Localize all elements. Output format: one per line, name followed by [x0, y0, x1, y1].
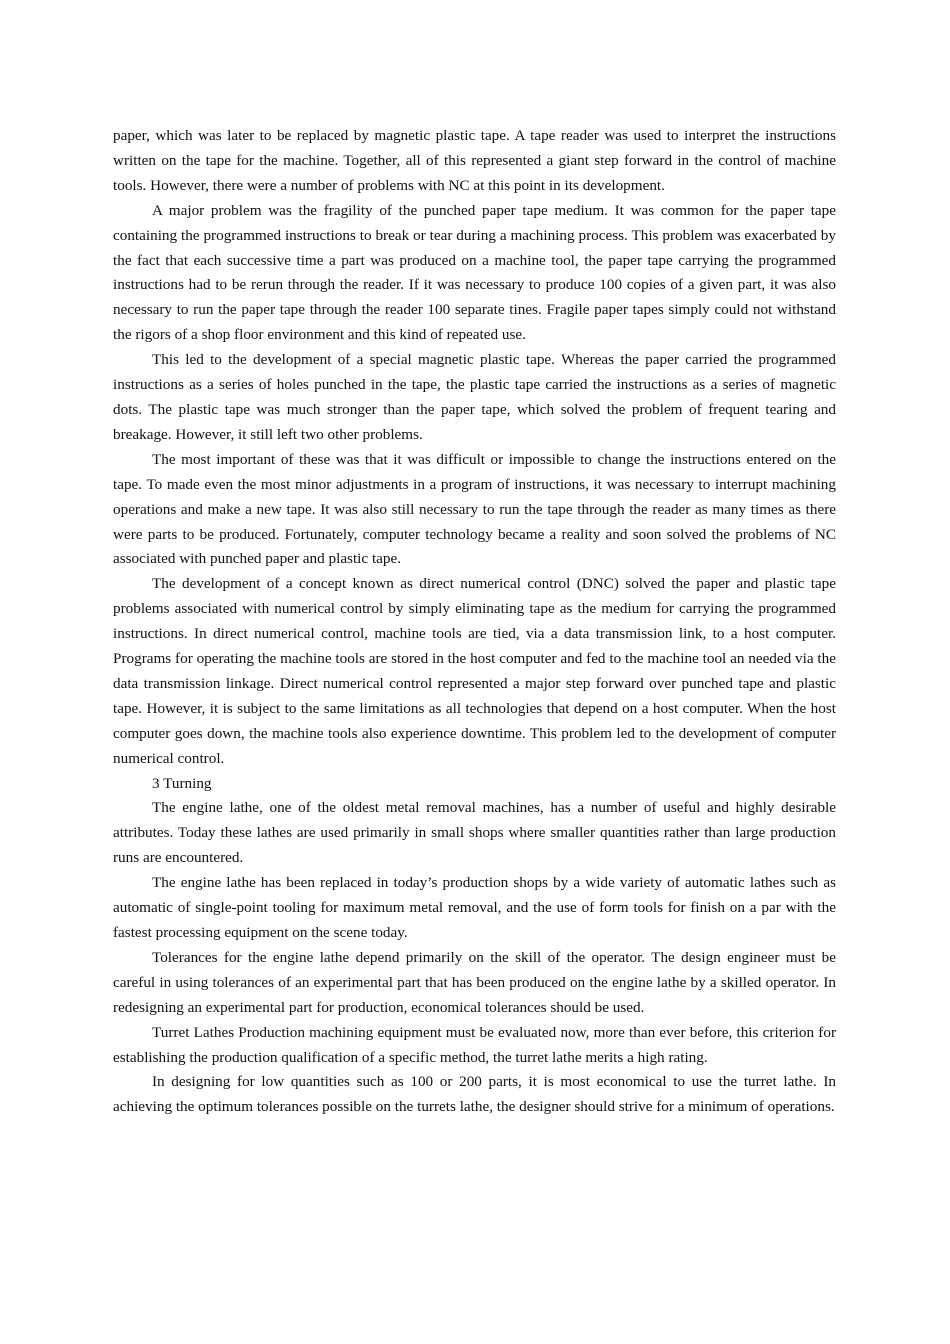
paragraph-magnetic-tape: This led to the development of a special magnetic plastic tape. Whereas the paper carried the programmed instructions as a series of holes punched in the tape, the plastic tape carried the instructions as a series of magnetic dots. The plastic tape was much stronger than the paper tape, which solved the problem of frequent tearing and breakage. However, it still left two other problems. [113, 351, 836, 443]
paragraph-automatic-lathes: The engine lathe has been replaced in today’s production shops by a wide variety of automatic lathes such as automatic of single-point tooling for maximum metal removal, and the use of form tools for finish on a par with the fastest processing equipment on the scene today. [113, 874, 836, 941]
paragraph-continuation: paper, which was later to be replaced by magnetic plastic tape. A tape reader was used to interpret the instructions written on the tape for the machine. Together, all of this represented a giant step forward in the control of machine tools. However, there were a number of problems with NC at this point in its development. [113, 127, 836, 194]
paragraph-tolerances: Tolerances for the engine lathe depend primarily on the skill of the operator. The design engineer must be careful in using tolerances of an experimental part that has been produced on the engine lathe by a skilled operator. In redesigning an experimental part for production, economical tolerances should be used. [113, 948, 836, 1016]
paragraph-engine-lathe: The engine lathe, one of the oldest metal removal machines, has a number of useful and highly desirable attributes. Today these lathes are used primarily in small shops where smaller quantities rather than large production runs are encountered. [113, 799, 836, 867]
paragraph-low-quantities: In designing for low quantities such as 100 or 200 parts, it is most economical to use the turret lathe. In achieving the optimum tolerances possible on the turrets lathe, the designer should strive for a minimum of operations. [113, 1073, 836, 1116]
body-text [113, 124, 836, 1120]
paragraph-tape-fragility: A major problem was the fragility of the punched paper tape medium. It was common for the paper tape containing the programmed instructions to break or tear during a machining process. This problem was exacerbated by the fact that each successive time a part was produced on a machine tool, the paper tape carrying the programmed instructions had to be rerun through the reader. If it was necessary to produce 100 copies of a given part, it was also necessary to run the paper tape through the reader 100 separate tines. Fragile paper tapes simply could not withstand the rigors of a shop floor environment and this kind of repeated use. [113, 201, 836, 344]
paragraph-dnc: The development of a concept known as direct numerical control (DNC) solved the paper and plastic tape problems associated with numerical control by simply eliminating tape as the medium for carrying the programmed instructions. In direct numerical control, machine tools are tied, via a data transmission link, to a host computer. Programs for operating the machine tools are stored in the host computer and fed to the machine tool an needed via the data transmission linkage. Direct numerical control represented a major step forward over punched tape and plastic tape. However, it is subject to the same limitations as all technologies that depend on a host computer. When the host computer goes down, the machine tools also experience downtime. This problem led to the development of computer numerical control. [113, 575, 836, 767]
paragraph-tape-problems: The most important of these was that it was difficult or impossible to change the instructions entered on the tape. To made even the most minor adjustments in a program of instructions, it was necessary to interrupt machining operations and make a new tape. It was also still necessary to run the tape through the reader as many times as there were parts to be produced. Fortunately, computer technology became a reality and soon solved the problems of NC associated with punched paper and plastic tape. [113, 450, 836, 568]
section-heading: 3 Turning [152, 774, 212, 792]
paragraph-turret-lathes: Turret Lathes Production machining equipment must be evaluated now, more than ever before, this criterion for establishing the production qualification of a specific method, the turret lathe merits a high rating. [113, 1023, 836, 1066]
